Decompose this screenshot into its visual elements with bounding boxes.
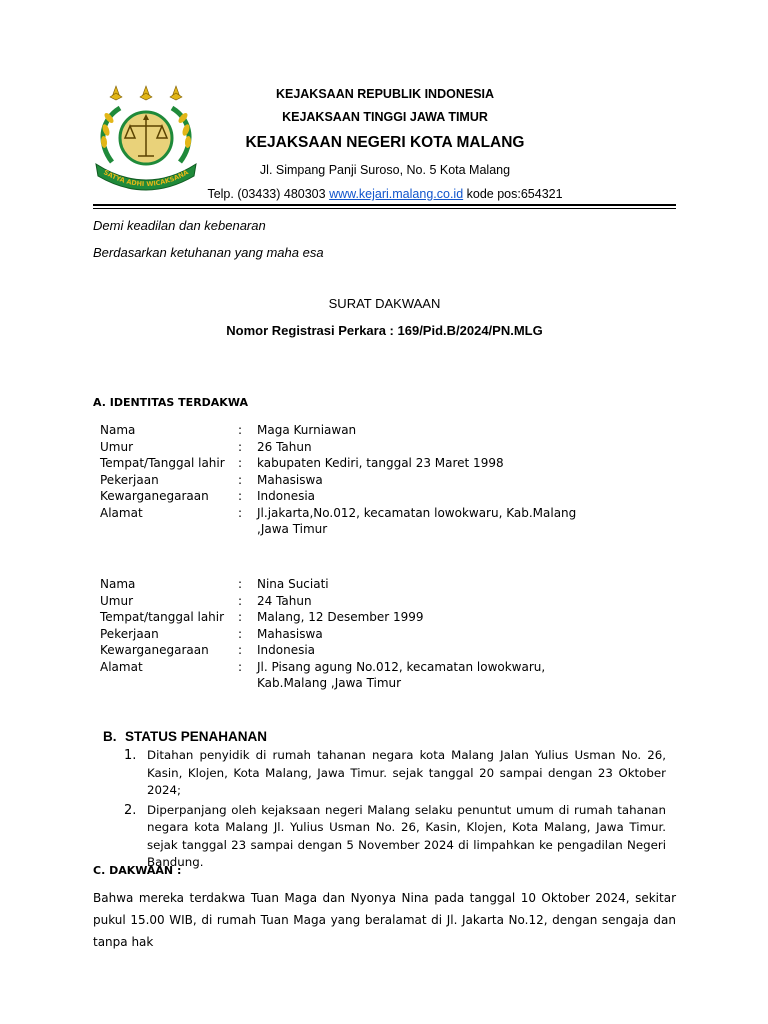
preamble-divinity: Berdasarkan ketuhanan yang maha esa [93, 245, 324, 260]
field-value: Mahasiswa [257, 626, 323, 641]
field-value: Mahasiswa [257, 472, 323, 487]
section-a-heading: A. IDENTITAS TERDAKWA [93, 396, 248, 409]
letterhead-divider-thick [93, 204, 676, 206]
field-label: Nama [100, 577, 136, 591]
field-colon: : [238, 472, 243, 487]
field-label: Alamat [100, 659, 143, 674]
field-label: Tempat/tanggal lahir [100, 610, 225, 624]
list-text: Diperpanjang oleh kejaksaan negeri Malang selaku penuntut umum di rumah tahanan negara kota Malang Jl. Yulius Usman No. 26, Kasin, Klojen, Kota Malang, Jawa Timur. sejak tanggal 23 sampai dengan 5 November 2024 di limpahkan ke pengadilan Negeri Bandung. [147, 802, 666, 869]
field-value: Maga Kurniawan [257, 423, 357, 437]
field-label: Umur [100, 593, 134, 608]
field-value: Jl. Pisang agung No.012, kecamatan lowokwaru, Kab.Malang ,Jawa Timur [257, 659, 546, 690]
svg-text:SATYA ADHI WICAKSANA [102, 168, 190, 188]
field-colon: : [238, 610, 243, 624]
field-label: Kewarganegaraan [100, 643, 209, 657]
field-value: Indonesia [257, 489, 316, 503]
field-label: Kewarganegaraan [100, 489, 209, 503]
field-value: Malang, 12 Desember 1999 [257, 610, 424, 624]
field-value: Jl.jakarta,No.012, kecamatan lowokwaru, Kab.Malang ,Jawa Timur [257, 505, 577, 536]
identity-row [100, 472, 620, 489]
preamble-justice: Demi keadilan dan kebenaran [93, 218, 266, 233]
identity-row [100, 455, 620, 472]
list-number: 2. [124, 802, 137, 818]
org-name-regional: KEJAKSAAN TINGGI JAWA TIMUR [282, 110, 488, 124]
identity-row [100, 505, 620, 538]
identity-row [100, 488, 620, 505]
section-b-letter: B. [103, 729, 117, 744]
contact-line [170, 187, 600, 201]
identity-row [100, 642, 620, 659]
field-colon: : [238, 593, 243, 608]
field-label: Nama [100, 423, 136, 437]
identity-row [100, 609, 620, 626]
website-link[interactable]: www.kejari.malang.co.id [329, 187, 464, 201]
list-number: 1. [124, 748, 137, 763]
list-item [124, 802, 666, 872]
field-value: 24 Tahun [257, 593, 312, 608]
defendant-1-identity [100, 422, 620, 538]
field-colon: : [238, 659, 243, 674]
field-label: Alamat [100, 505, 143, 520]
section-b-title: STATUS PENAHANAN [125, 729, 268, 744]
field-value: 26 Tahun [257, 439, 312, 454]
letterhead-divider-thin [93, 208, 676, 209]
phone-text: Telp. (03433) 480303 [207, 187, 330, 201]
office-address: Jl. Simpang Panji Suroso, No. 5 Kota Malang [259, 163, 511, 177]
field-value: Indonesia [257, 643, 316, 657]
detention-status-list [124, 747, 666, 874]
list-item [124, 747, 666, 800]
registration-number: Nomor Registrasi Perkara : 169/Pid.B/2024/PN.MLG [226, 323, 543, 338]
logo-motto: SATYA ADHI WICAKSANA [102, 168, 190, 189]
field-value: Nina Suciati [257, 577, 329, 591]
section-b-heading [103, 729, 267, 744]
field-value: kabupaten Kediri, tanggal 23 Maret 1998 [257, 456, 504, 470]
org-name-national: KEJAKSAAN REPUBLIK INDONESIA [275, 87, 495, 101]
field-colon: : [238, 456, 243, 470]
field-colon: : [238, 423, 243, 437]
field-label: Pekerjaan [100, 626, 159, 641]
field-colon: : [238, 643, 243, 657]
field-label: Tempat/Tanggal lahir [100, 456, 225, 470]
field-label: Umur [100, 439, 134, 454]
postcode-text: kode pos:654321 [463, 187, 563, 201]
identity-row [100, 439, 620, 456]
field-label: Pekerjaan [100, 472, 159, 487]
field-colon: : [238, 505, 243, 520]
field-colon: : [238, 439, 243, 454]
field-colon: : [238, 626, 243, 641]
document-title: SURAT DAKWAAN [328, 296, 441, 311]
section-c-heading: C. DAKWAAN : [93, 864, 182, 877]
identity-row [100, 576, 620, 593]
indictment-text: Bahwa mereka terdakwa Tuan Maga dan Nyonya Nina pada tanggal 10 Oktober 2024, sekitar pukul 15.00 WIB, di rumah Tuan Maga yang beralamat di Jl. Jakarta No.12, dengan sengaja dan tanpa hak [93, 891, 676, 949]
org-name-local: KEJAKSAAN NEGERI KOTA MALANG [245, 134, 525, 151]
field-colon: : [238, 577, 243, 591]
identity-row [100, 626, 620, 643]
list-text: Ditahan penyidik di rumah tahanan negara kota Malang Jalan Yulius Usman No. 26, Kasin, Klojen, Kota Malang, Jawa Timur. sejak tanggal 20 sampai dengan 23 Oktober 2024; [147, 748, 666, 797]
identity-row [100, 659, 620, 692]
field-colon: : [238, 489, 243, 503]
identity-row [100, 422, 620, 439]
identity-row [100, 593, 620, 610]
defendant-2-identity [100, 576, 620, 692]
